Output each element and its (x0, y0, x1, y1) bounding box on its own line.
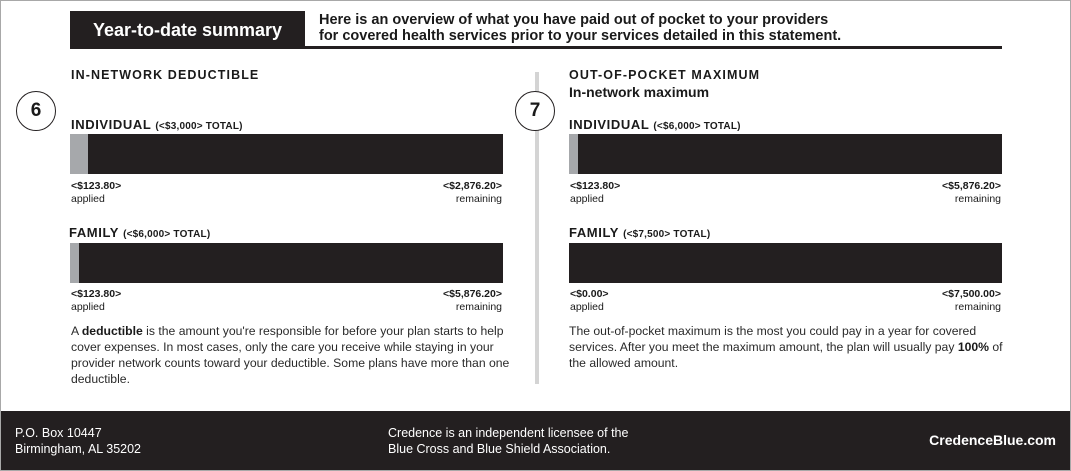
desc-bold: 100% (957, 340, 989, 354)
oop-family-bar (569, 243, 1002, 283)
oop-individual-label (569, 117, 741, 132)
remaining-value: <$5,876.20> (942, 180, 1001, 192)
oop-heading: OUT-OF-POCKET MAXIMUM (569, 68, 761, 82)
deductible-family-bar (70, 243, 503, 283)
deductible-description (71, 323, 511, 387)
footer-address (15, 425, 141, 457)
step-number: 7 (529, 100, 541, 121)
deductible-family-remaining (443, 288, 502, 313)
remaining-value: <$7,500.00> (942, 288, 1001, 300)
desc-post: of the allowed amount. (569, 340, 1003, 370)
applied-label: applied (570, 300, 604, 313)
oop-family-label (569, 225, 710, 240)
remaining-value: <$5,876.20> (443, 288, 502, 300)
oop-description (569, 323, 1014, 371)
deductible-individual-applied (71, 180, 121, 205)
step-badge-7 (515, 91, 555, 131)
step-number: 6 (30, 100, 42, 121)
footer (1, 411, 1070, 470)
oop-subheading: In-network maximum (569, 84, 710, 100)
bar-title: FAMILY (69, 225, 119, 240)
address-line-2: Birmingham, AL 35202 (15, 442, 142, 456)
applied-fill (70, 243, 79, 283)
remaining-label: remaining (954, 300, 1001, 313)
remaining-label: remaining (455, 300, 502, 313)
license-line-1: Credence is an independent licensee of the (388, 426, 629, 440)
deductible-individual-bar (70, 134, 503, 174)
bar-total: (<$6,000> TOTAL) (653, 121, 741, 132)
intro-text (319, 12, 841, 44)
desc-post: is the amount you're responsible for before your plan starts to help cover expenses. In most cases, only the care you receive while staying in your provider network counts toward your deductible. Some plans have more than one deductible. (71, 324, 510, 386)
intro-line-2: for covered health services prior to your services detailed in this statement. (319, 28, 842, 44)
applied-label: applied (71, 192, 105, 205)
applied-fill (70, 134, 88, 174)
deductible-heading: IN-NETWORK DEDUCTIBLE (71, 68, 260, 82)
applied-fill (569, 134, 578, 174)
applied-value: <$123.80> (71, 180, 122, 192)
oop-individual-bar (569, 134, 1002, 174)
header-rule (70, 46, 1002, 49)
bar-total: (<$6,000> TOTAL) (123, 229, 211, 240)
applied-label: applied (71, 300, 105, 313)
applied-value: <$123.80> (570, 180, 621, 192)
section-title-text: Year-to-date summary (92, 19, 283, 40)
deductible-family-label (69, 225, 210, 240)
desc-pre: A (71, 324, 82, 338)
remaining-label: remaining (954, 192, 1001, 205)
desc-pre: The out-of-pocket maximum is the most you could pay in a year for covered services. After you meet the maximum amount, the plan will usually pay (569, 324, 977, 354)
remaining-value: <$2,876.20> (443, 180, 502, 192)
applied-value: <$123.80> (71, 288, 122, 300)
oop-individual-remaining (942, 180, 1001, 205)
applied-value: <$0.00> (570, 288, 609, 300)
deductible-family-applied (71, 288, 121, 313)
footer-website-link[interactable]: CredenceBlue.com (929, 432, 1056, 448)
applied-label: applied (570, 192, 604, 205)
oop-individual-applied (570, 180, 620, 205)
bar-title: INDIVIDUAL (569, 117, 650, 132)
section-title (70, 11, 305, 49)
desc-bold: deductible (81, 324, 143, 338)
bar-total: (<$7,500> TOTAL) (623, 229, 711, 240)
step-badge-6 (16, 91, 56, 131)
bar-total: (<$3,000> TOTAL) (155, 121, 243, 132)
oop-family-remaining (942, 288, 1001, 313)
license-line-2: Blue Cross and Blue Shield Association. (388, 442, 611, 456)
bar-title: FAMILY (569, 225, 619, 240)
deductible-individual-remaining (443, 180, 502, 205)
bar-title: INDIVIDUAL (71, 117, 152, 132)
intro-line-1: Here is an overview of what you have paid out of pocket to your providers (319, 12, 829, 28)
oop-family-applied (570, 288, 609, 313)
deductible-individual-label (71, 117, 243, 132)
remaining-label: remaining (455, 192, 502, 205)
footer-license (388, 425, 628, 457)
address-line-1: P.O. Box 10447 (15, 426, 102, 440)
